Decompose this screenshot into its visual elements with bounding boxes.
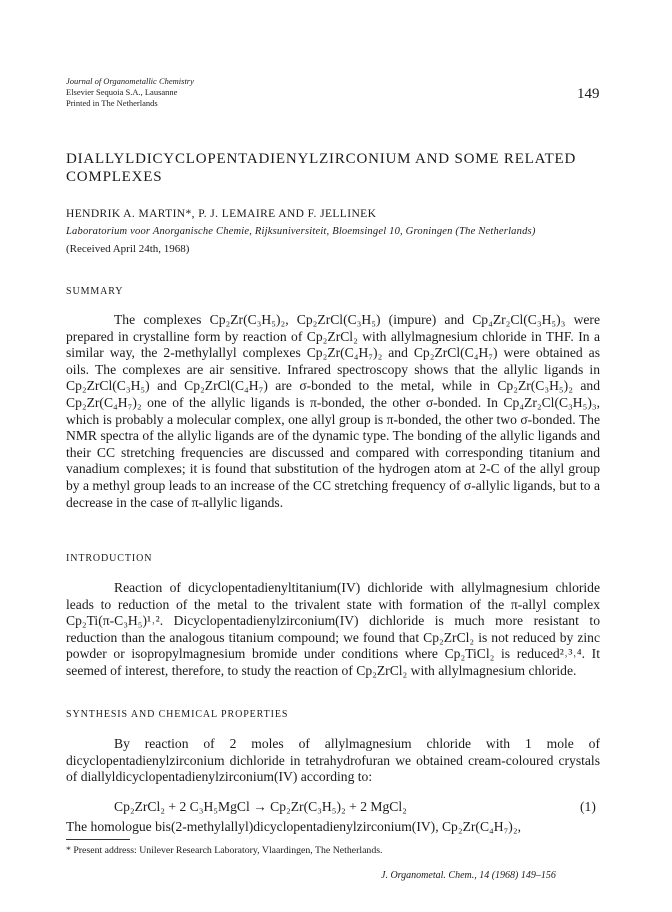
journal-name: Journal of Organometallic Chemistry [66, 76, 194, 86]
introduction-paragraph: Reaction of dicyclopentadienyltitanium(IV) dichloride with allylmagnesium chloride leads to reduction of the metal to the trivalent state with formation of the π-allyl complex Cp₂Ti(π-C₃H₅)¹˒². Dicyclopentadienylzirconium(IV) dichloride is much more resistant to reduction than the analogous titanium compound; we found that Cp₂ZrCl₂ is not reduced by zinc powder or isopropylmagnesium bromide under conditions where Cp₂TiCl₂ is reduced²˒³˒⁴. It seemed of interest, therefore, to study the reaction of Cp₂ZrCl₂ with allylmagnesium chloride. [66, 580, 600, 678]
reaction-equation: Cp₂ZrCl₂ + 2 C₃H₅MgCl → Cp₂Zr(C₃H₅)₂ + 2 MgCl₂ [114, 799, 407, 814]
homologue-line: The homologue bis(2-methylallyl)dicyclopentadienylzirconium(IV), Cp₂Zr(C₄H₇)₂, [66, 819, 521, 834]
footnote-rule [66, 839, 130, 840]
title-line-1: DIALLYLDICYCLOPENTADIENYLZIRCONIUM AND SOME RELATED [66, 151, 577, 167]
summary-heading: SUMMARY [66, 286, 124, 297]
summary-paragraph: The complexes Cp₂Zr(C₃H₅)₂, Cp₂ZrCl(C₃H₅) (impure) and Cp₄Zr₂Cl(C₃H₅)₃ were prepared in crystalline form by reaction of Cp₂ZrCl₂ with allylmagnesium chloride in THF. In a similar way, the 2-methylallyl complexes Cp₂Zr(C₄H₇)₂ and Cp₂ZrCl(C₄H₇) were obtained as oils. The complexes are air sensitive. Infrared spectroscopy shows that the allylic ligands in Cp₂ZrCl(C₃H₅) and Cp₂ZrCl(C₄H₇) are σ-bonded to the metal, while in Cp₂Zr(C₃H₅)₂ and Cp₂Zr(C₄H₇)₂ one of the allylic ligands is π-bonded, the other σ-bonded. In Cp₄Zr₂Cl(C₃H₅)₃, which is probably a molecular complex, one allyl group is π-bonded, the other two σ-bonded. The NMR spectra of the allylic ligands are of the dynamic type. The bonding of the allylic ligands and their CC stretching frequencies are discussed and compared with corresponding titanium and vanadium complexes; it is found that substitution of the hydrogen atom at 2-C of the allyl group by a methyl group leads to an increase of the CC stretching frequency of σ-allylic ligands, but to a decrease in the case of π-allylic ligands. [66, 312, 600, 510]
footnote: * Present address: Unilever Research Laboratory, Vlaardingen, The Netherlands. [66, 845, 383, 856]
journal-citation: J. Organometal. Chem., 14 (1968) 149–156 [381, 870, 556, 881]
authors: HENDRIK A. MARTIN*, P. J. LEMAIRE AND F. JELLINEK [66, 208, 377, 220]
affiliation: Laboratorium voor Anorganische Chemie, Rijksuniversiteit, Bloemsingel 10, Groningen (The Netherlands) [66, 226, 536, 237]
received-date: (Received April 24th, 1968) [66, 243, 190, 255]
title-line-2: COMPLEXES [66, 169, 163, 185]
printed-in: Printed in The Netherlands [66, 98, 158, 108]
introduction-heading: INTRODUCTION [66, 553, 153, 564]
synthesis-heading: SYNTHESIS AND CHEMICAL PROPERTIES [66, 709, 289, 720]
publisher: Elsevier Sequoia S.A., Lausanne [66, 87, 178, 97]
article-title [66, 150, 576, 186]
page-number: 149 [577, 86, 600, 102]
equation-number: (1) [580, 799, 596, 814]
synthesis-paragraph: By reaction of 2 moles of allylmagnesium chloride with 1 mole of dicyclopentadienylzirconium dichloride in tetrahydrofuran we obtained cream-coloured crystals of diallyldicyclopentadienylzirconium(IV) according to: [66, 736, 600, 785]
